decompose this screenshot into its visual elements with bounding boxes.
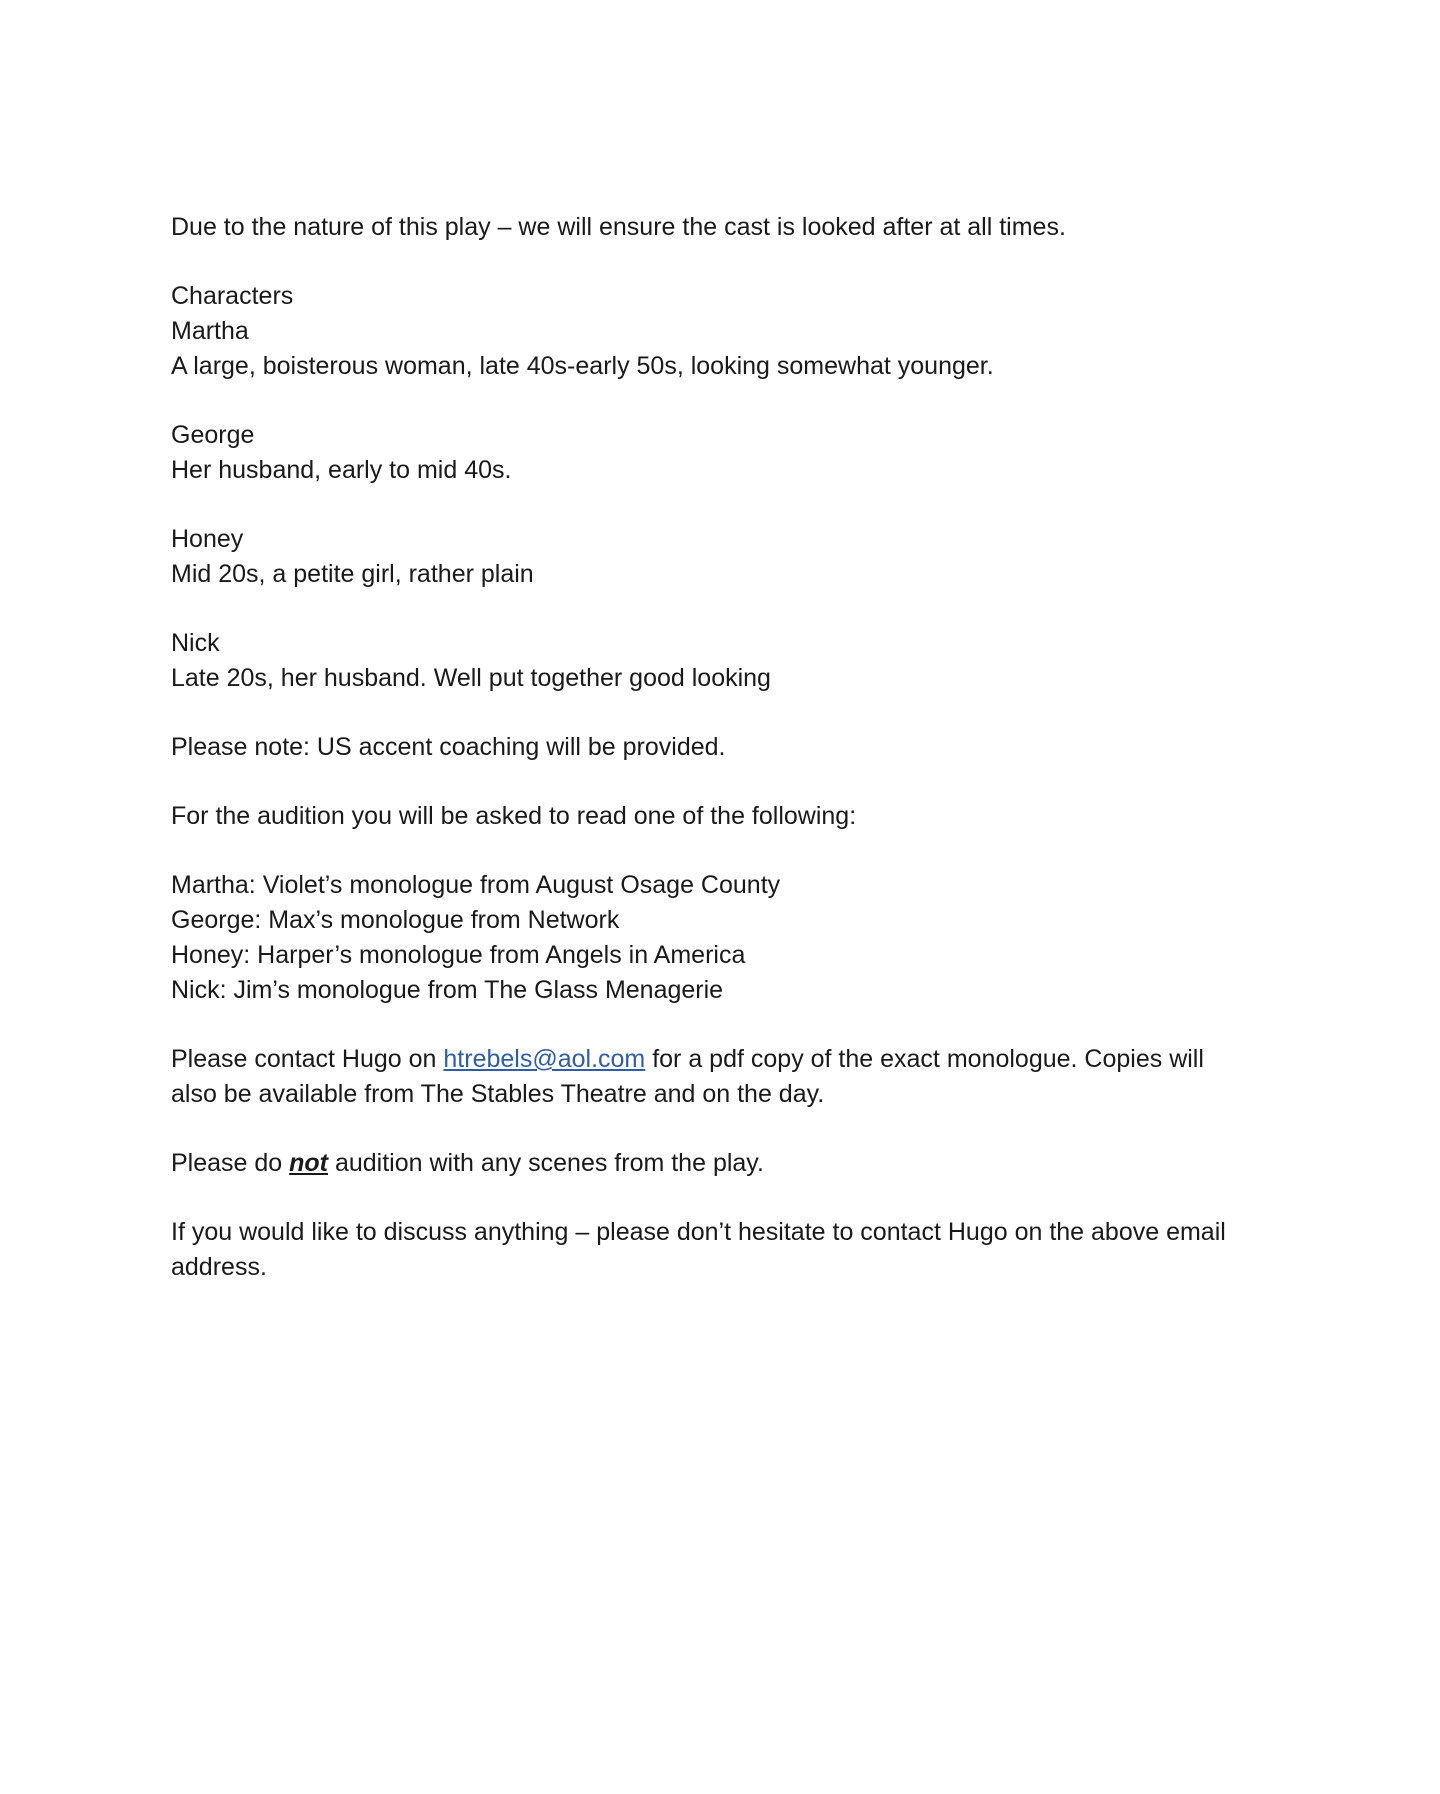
spacer xyxy=(171,834,1301,868)
scenes-note-emphasis: not xyxy=(289,1149,329,1177)
monologue-martha: Martha: Violet’s monologue from August Osage County xyxy=(171,871,781,899)
spacer xyxy=(171,1008,1301,1042)
scenes-note-before: Please do xyxy=(171,1149,290,1177)
character-description-honey: Mid 20s, a petite girl, rather plain xyxy=(171,560,534,588)
audition-intro: For the audition you will be asked to read one of the following: xyxy=(171,802,857,830)
contact-text-before: Please contact Hugo on xyxy=(171,1045,444,1073)
email-link[interactable]: htrebels@aol.com xyxy=(443,1045,646,1073)
spacer xyxy=(171,1112,1301,1146)
spacer xyxy=(171,592,1301,626)
spacer xyxy=(171,488,1301,522)
scenes-note-after: audition with any scenes from the play. xyxy=(328,1149,764,1177)
accent-note: Please note: US accent coaching will be provided. xyxy=(171,733,726,761)
spacer xyxy=(171,384,1301,418)
character-name-honey: Honey xyxy=(171,525,244,553)
character-name-martha: Martha xyxy=(171,317,249,345)
contact-text-line2: also be available from The Stables Theatre and on the day. xyxy=(171,1080,825,1108)
character-description-martha: A large, boisterous woman, late 40s-early 50s, looking somewhat younger. xyxy=(171,352,994,380)
monologue-george: George: Max’s monologue from Network xyxy=(171,906,620,934)
character-name-george: George xyxy=(171,421,255,449)
spacer xyxy=(171,1181,1301,1215)
scenes-note xyxy=(171,1146,1301,1181)
intro-text: Due to the nature of this play – we will ensure the cast is looked after at all times. xyxy=(171,213,1066,241)
character-description-george: Her husband, early to mid 40s. xyxy=(171,456,512,484)
contact-text-after: for a pdf copy of the exact monologue. Copies will xyxy=(645,1045,1204,1073)
spacer xyxy=(171,765,1301,799)
spacer xyxy=(171,245,1301,279)
spacer xyxy=(171,696,1301,730)
character-description-nick: Late 20s, her husband. Well put together good looking xyxy=(171,664,771,692)
closing-line2: address. xyxy=(171,1253,267,1281)
character-name-nick: Nick xyxy=(171,629,220,657)
monologue-nick: Nick: Jim’s monologue from The Glass Menagerie xyxy=(171,976,724,1004)
document-body xyxy=(171,210,1301,1285)
contact-paragraph xyxy=(171,1042,1301,1077)
closing-line1: If you would like to discuss anything – please don’t hesitate to contact Hugo on the above email xyxy=(171,1218,1226,1246)
characters-heading: Characters xyxy=(171,282,294,310)
monologue-honey: Honey: Harper’s monologue from Angels in America xyxy=(171,941,746,969)
